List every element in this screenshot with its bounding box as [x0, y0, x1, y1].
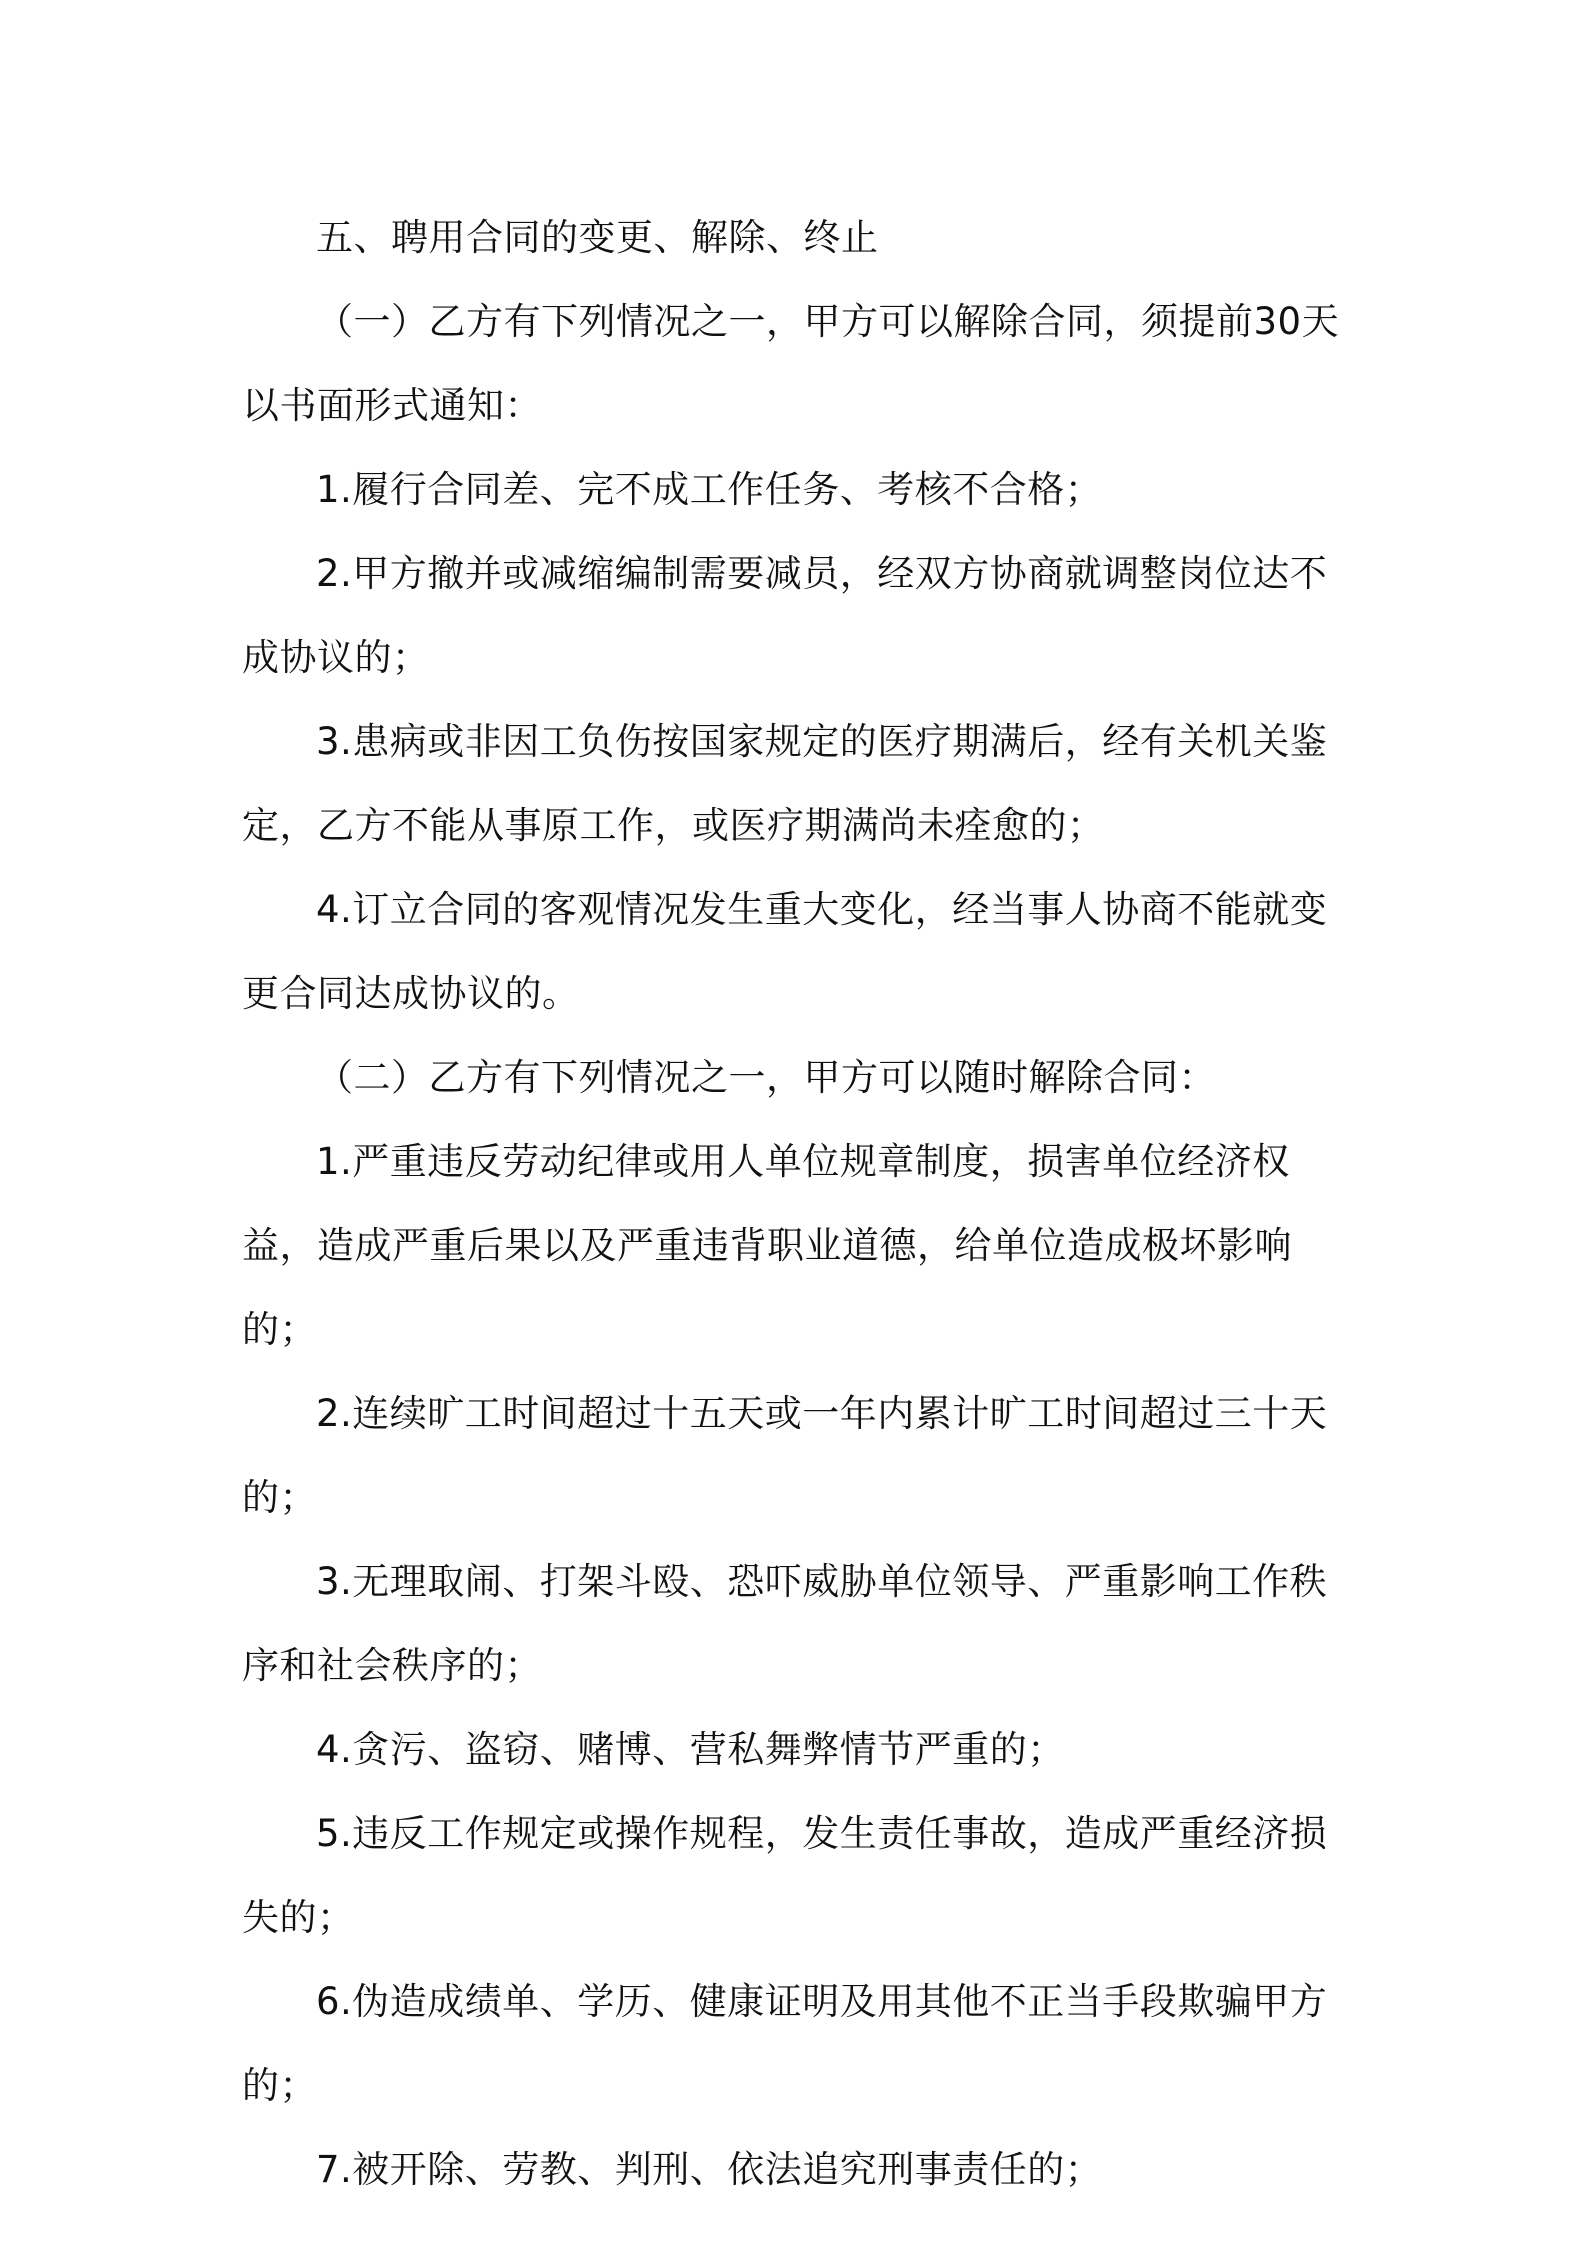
section-two-intro: （二）乙方有下列情况之一，甲方可以随时解除合同： — [316, 1056, 1216, 1099]
section-one-item: 4.订立合同的客观情况发生重大变化，经当事人协商不能就变更合同达成协议的。 — [242, 888, 1328, 1015]
section-two-item: 6.伪造成绩单、学历、健康证明及用其他不正当手段欺骗甲方的； — [242, 1980, 1328, 2107]
section-two-item: 1.严重违反劳动纪律或用人单位规章制度，损害单位经济权益，造成严重后果以及严重违背职业道德，给单位造成极坏影响的； — [242, 1140, 1292, 1351]
section-one-item: 1.履行合同差、完不成工作任务、考核不合格； — [316, 468, 1103, 511]
section-two-item: 3.无理取闹、打架斗殴、恐吓威胁单位领导、严重影响工作秩序和社会秩序的； — [242, 1560, 1328, 1687]
section-one-item: 3.患病或非因工负伤按国家规定的医疗期满后，经有关机关鉴定，乙方不能从事原工作，或医疗期满尚未痊愈的； — [242, 720, 1328, 847]
section-two-item: 7.被开除、劳教、判刑、依法追究刑事责任的； — [316, 2148, 1103, 2191]
section-one-item: 2.甲方撤并或减缩编制需要减员，经双方协商就调整岗位达不成协议的； — [242, 552, 1328, 679]
section-two-item: 5.违反工作规定或操作规程，发生责任事故，造成严重经济损失的； — [242, 1812, 1328, 1939]
section-two-item: 4.贪污、盗窃、赌博、营私舞弊情节严重的； — [316, 1728, 1065, 1771]
document-body — [242, 196, 1362, 2212]
section-two-item: 2.连续旷工时间超过十五天或一年内累计旷工时间超过三十天的； — [242, 1392, 1328, 1519]
section-one-intro: （一）乙方有下列情况之一，甲方可以解除合同，须提前30天以书面形式通知： — [242, 300, 1340, 427]
section-heading: 五、聘用合同的变更、解除、终止 — [316, 216, 879, 259]
